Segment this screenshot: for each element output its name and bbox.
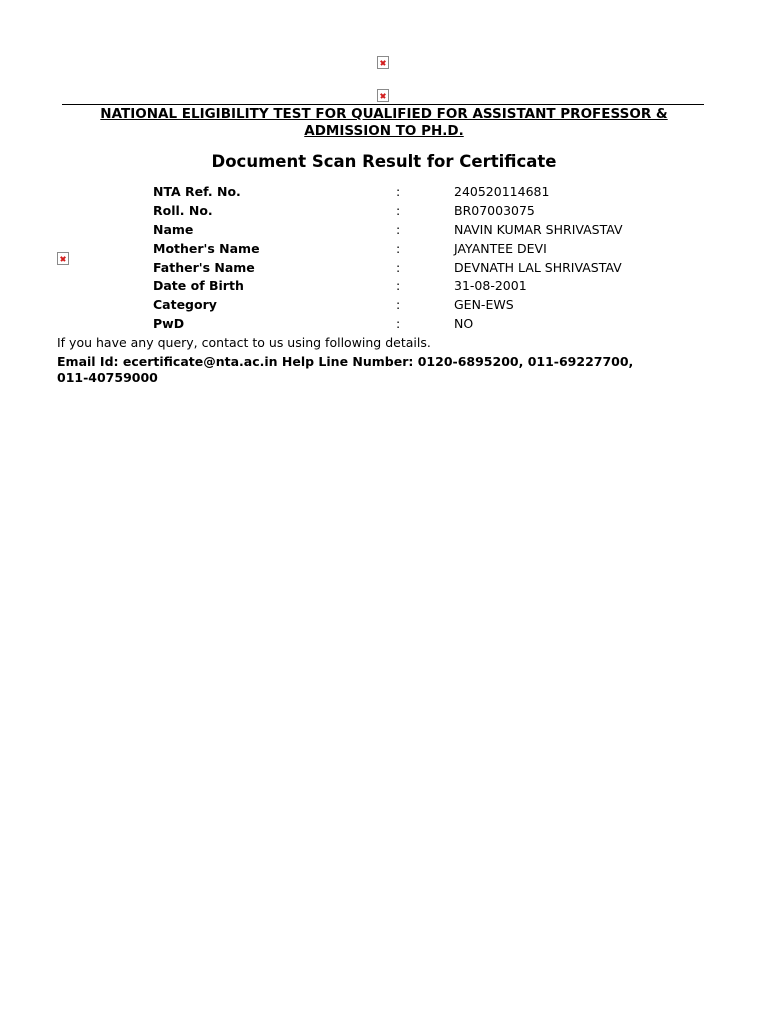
detail-value: 240520114681	[454, 183, 550, 199]
detail-value: NAVIN KUMAR SHRIVASTAV	[454, 221, 623, 237]
detail-label: Date of Birth	[153, 278, 244, 294]
broken-image-icon	[377, 89, 389, 102]
detail-value: JAYANTEE DEVI	[454, 240, 547, 256]
detail-separator: :	[396, 278, 401, 294]
table-row	[150, 258, 674, 277]
broken-image-icon	[377, 56, 389, 69]
detail-separator: :	[396, 183, 401, 199]
title-top-rule	[62, 104, 704, 105]
detail-separator: :	[396, 202, 401, 218]
exam-title	[58, 106, 710, 140]
contact-details: Email Id: ecertificate@nta.ac.in Help Line Number: 0120-6895200, 011-69227700, 011-40759000	[57, 354, 634, 385]
detail-separator: :	[396, 221, 401, 237]
details-table	[150, 182, 674, 333]
detail-label: Mother's Name	[153, 240, 260, 256]
detail-value: DEVNATH LAL SHRIVASTAV	[454, 259, 622, 275]
detail-value: NO	[454, 316, 474, 332]
detail-label: Father's Name	[153, 259, 255, 275]
table-row	[150, 239, 674, 258]
table-row	[150, 314, 674, 333]
detail-separator: :	[396, 297, 401, 313]
detail-label: NTA Ref. No.	[153, 183, 241, 199]
detail-value: 31-08-2001	[454, 278, 527, 294]
detail-label: Roll. No.	[153, 202, 213, 218]
query-note: If you have any query, contact to us using following details.	[57, 335, 431, 350]
detail-value: BR07003075	[454, 202, 535, 218]
table-row	[150, 201, 674, 220]
detail-separator: :	[396, 259, 401, 275]
table-row	[150, 295, 674, 314]
photo-broken-image-icon	[57, 252, 69, 265]
exam-title-text: NATIONAL ELIGIBILITY TEST FOR QUALIFIED FOR ASSISTANT PROFESSOR & ADMISSION TO PH.D.	[100, 106, 668, 139]
detail-separator: :	[396, 316, 401, 332]
detail-label: Name	[153, 221, 194, 237]
detail-label: Category	[153, 297, 217, 313]
detail-separator: :	[396, 240, 401, 256]
detail-label: PwD	[153, 316, 185, 332]
table-row	[150, 220, 674, 239]
table-row	[150, 276, 674, 295]
page-subtitle: Document Scan Result for Certificate	[211, 152, 557, 171]
detail-value: GEN-EWS	[454, 297, 514, 313]
table-row	[150, 182, 674, 201]
